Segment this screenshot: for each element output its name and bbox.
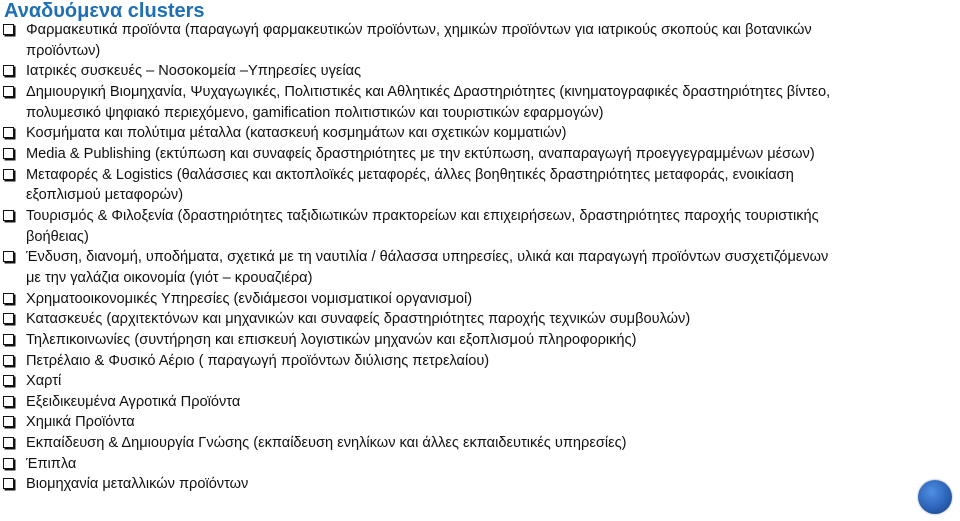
list-item-text: βοήθειας)	[26, 228, 89, 245]
list-item	[0, 330, 960, 351]
list-item-text: Μεταφορές & Logistics (θαλάσσιες και ακτοπλοϊκές μεταφορές, άλλες βοηθητικές δραστηριότητες μεταφοράς, ενοικίαση	[26, 166, 794, 183]
list-item	[0, 433, 960, 454]
list-item-text: πολυμεσικό ψηφιακό περιεχόμενο, gamification πολιτιστικών και τουριστικών εφαρμογών)	[26, 104, 604, 121]
list-item-text: Ιατρικές συσκευές – Νοσοκομεία –Υπηρεσίες υγείας	[26, 63, 362, 80]
checkbox-square-icon	[3, 24, 14, 35]
list-item-text: Media & Publishing (εκτύπωση και συναφείς δραστηριότητες με την εκτύπωση, αναπαραγωγή προεγγεγραμμένων μέσων)	[26, 145, 815, 162]
list-item	[0, 165, 960, 206]
list-item	[0, 351, 960, 372]
list-item	[0, 61, 960, 82]
list-item	[0, 474, 960, 495]
list-item	[0, 309, 960, 330]
list-item	[0, 289, 960, 310]
list-item-text: Κατασκευές (αρχιτεκτόνων και μηχανικών και συναφείς δραστηριότητες παροχής τεχνικών συμβουλών)	[26, 311, 691, 328]
checkbox-square-icon	[3, 65, 14, 76]
list-item	[0, 20, 960, 61]
list-item-text: Εξειδικευμένα Αγροτικά Προϊόντα	[26, 393, 241, 410]
checkbox-square-icon	[3, 86, 14, 97]
checkbox-square-icon	[3, 169, 14, 180]
page-title: Αναδυόμενα clusters	[4, 0, 205, 22]
list-item-text: Βιομηχανία μεταλλικών προϊόντων	[26, 476, 249, 493]
list-item-text: Δημιουργική Βιομηχανία, Ψυχαγωγικές, Πολιτιστικές και Αθλητικές Δραστηριότητες (κινηματογραφικές δραστηριότητες βίντεο,	[26, 83, 831, 100]
cluster-list	[0, 20, 960, 495]
list-item	[0, 247, 960, 288]
checkbox-square-icon	[3, 355, 14, 366]
checkbox-square-icon	[3, 127, 14, 138]
list-item-text: εξοπλισμού μεταφορών)	[26, 187, 184, 204]
list-item-text: Ένδυση, διανομή, υποδήματα, σχετικά με τη ναυτιλία / θάλασσα υπηρεσίες, υλικά και παραγωγή προϊόντων συσχετιζόμενων	[26, 249, 829, 266]
checkbox-square-icon	[3, 478, 14, 489]
list-item	[0, 144, 960, 165]
checkbox-square-icon	[3, 458, 14, 469]
checkbox-square-icon	[3, 148, 14, 159]
list-item	[0, 206, 960, 247]
checkbox-square-icon	[3, 313, 14, 324]
list-item	[0, 454, 960, 475]
page-badge-icon	[918, 480, 952, 514]
list-item	[0, 371, 960, 392]
list-item-text: με την γαλάζια οικονομία (γιότ – κρουαζιέρα)	[26, 269, 313, 286]
list-item-text: Χημικά Προϊόντα	[26, 414, 135, 431]
list-item-text: Χαρτί	[26, 373, 62, 390]
list-item	[0, 123, 960, 144]
checkbox-square-icon	[3, 334, 14, 345]
list-item-text: προϊόντων)	[26, 42, 101, 59]
list-item	[0, 82, 960, 123]
list-item-text: Εκπαίδευση & Δημιουργία Γνώσης (εκπαίδευση ενηλίκων και άλλες εκπαιδευτικές υπηρεσίες)	[26, 435, 627, 452]
checkbox-square-icon	[3, 396, 14, 407]
list-item-text: Φαρμακευτικά προϊόντα (παραγωγή φαρμακευτικών προϊόντων, χημικών προϊόντων για ιατρικούς σκοπούς και βοτανικών	[26, 22, 812, 38]
checkbox-square-icon	[3, 416, 14, 427]
list-item-text: Έπιπλα	[26, 455, 77, 472]
list-item-text: Τουρισμός & Φιλοξενία (δραστηριότητες ταξιδιωτικών πρακτορείων και επιχειρήσεων, δραστηριότητες παροχής τουριστικής	[26, 207, 819, 224]
list-item-text: Κοσμήματα και πολύτιμα μέταλλα (κατασκευή κοσμημάτων και σχετικών κομματιών)	[26, 125, 567, 142]
checkbox-square-icon	[3, 210, 14, 221]
list-item-text: Χρηματοοικονομικές Υπηρεσίες (ενδιάμεσοι νομισματικοί οργανισμοί)	[26, 290, 473, 307]
list-item	[0, 392, 960, 413]
checkbox-square-icon	[3, 251, 14, 262]
list-item-text: Πετρέλαιο & Φυσικό Αέριο ( παραγωγή προϊόντων διύλισης πετρελαίου)	[26, 352, 490, 369]
checkbox-square-icon	[3, 375, 14, 386]
checkbox-square-icon	[3, 293, 14, 304]
list-item-text: Τηλεπικοινωνίες (συντήρηση και επισκευή λογιστικών μηχανών και εξοπλισμού πληροφορικής)	[26, 331, 637, 348]
list-item	[0, 412, 960, 433]
checkbox-square-icon	[3, 437, 14, 448]
